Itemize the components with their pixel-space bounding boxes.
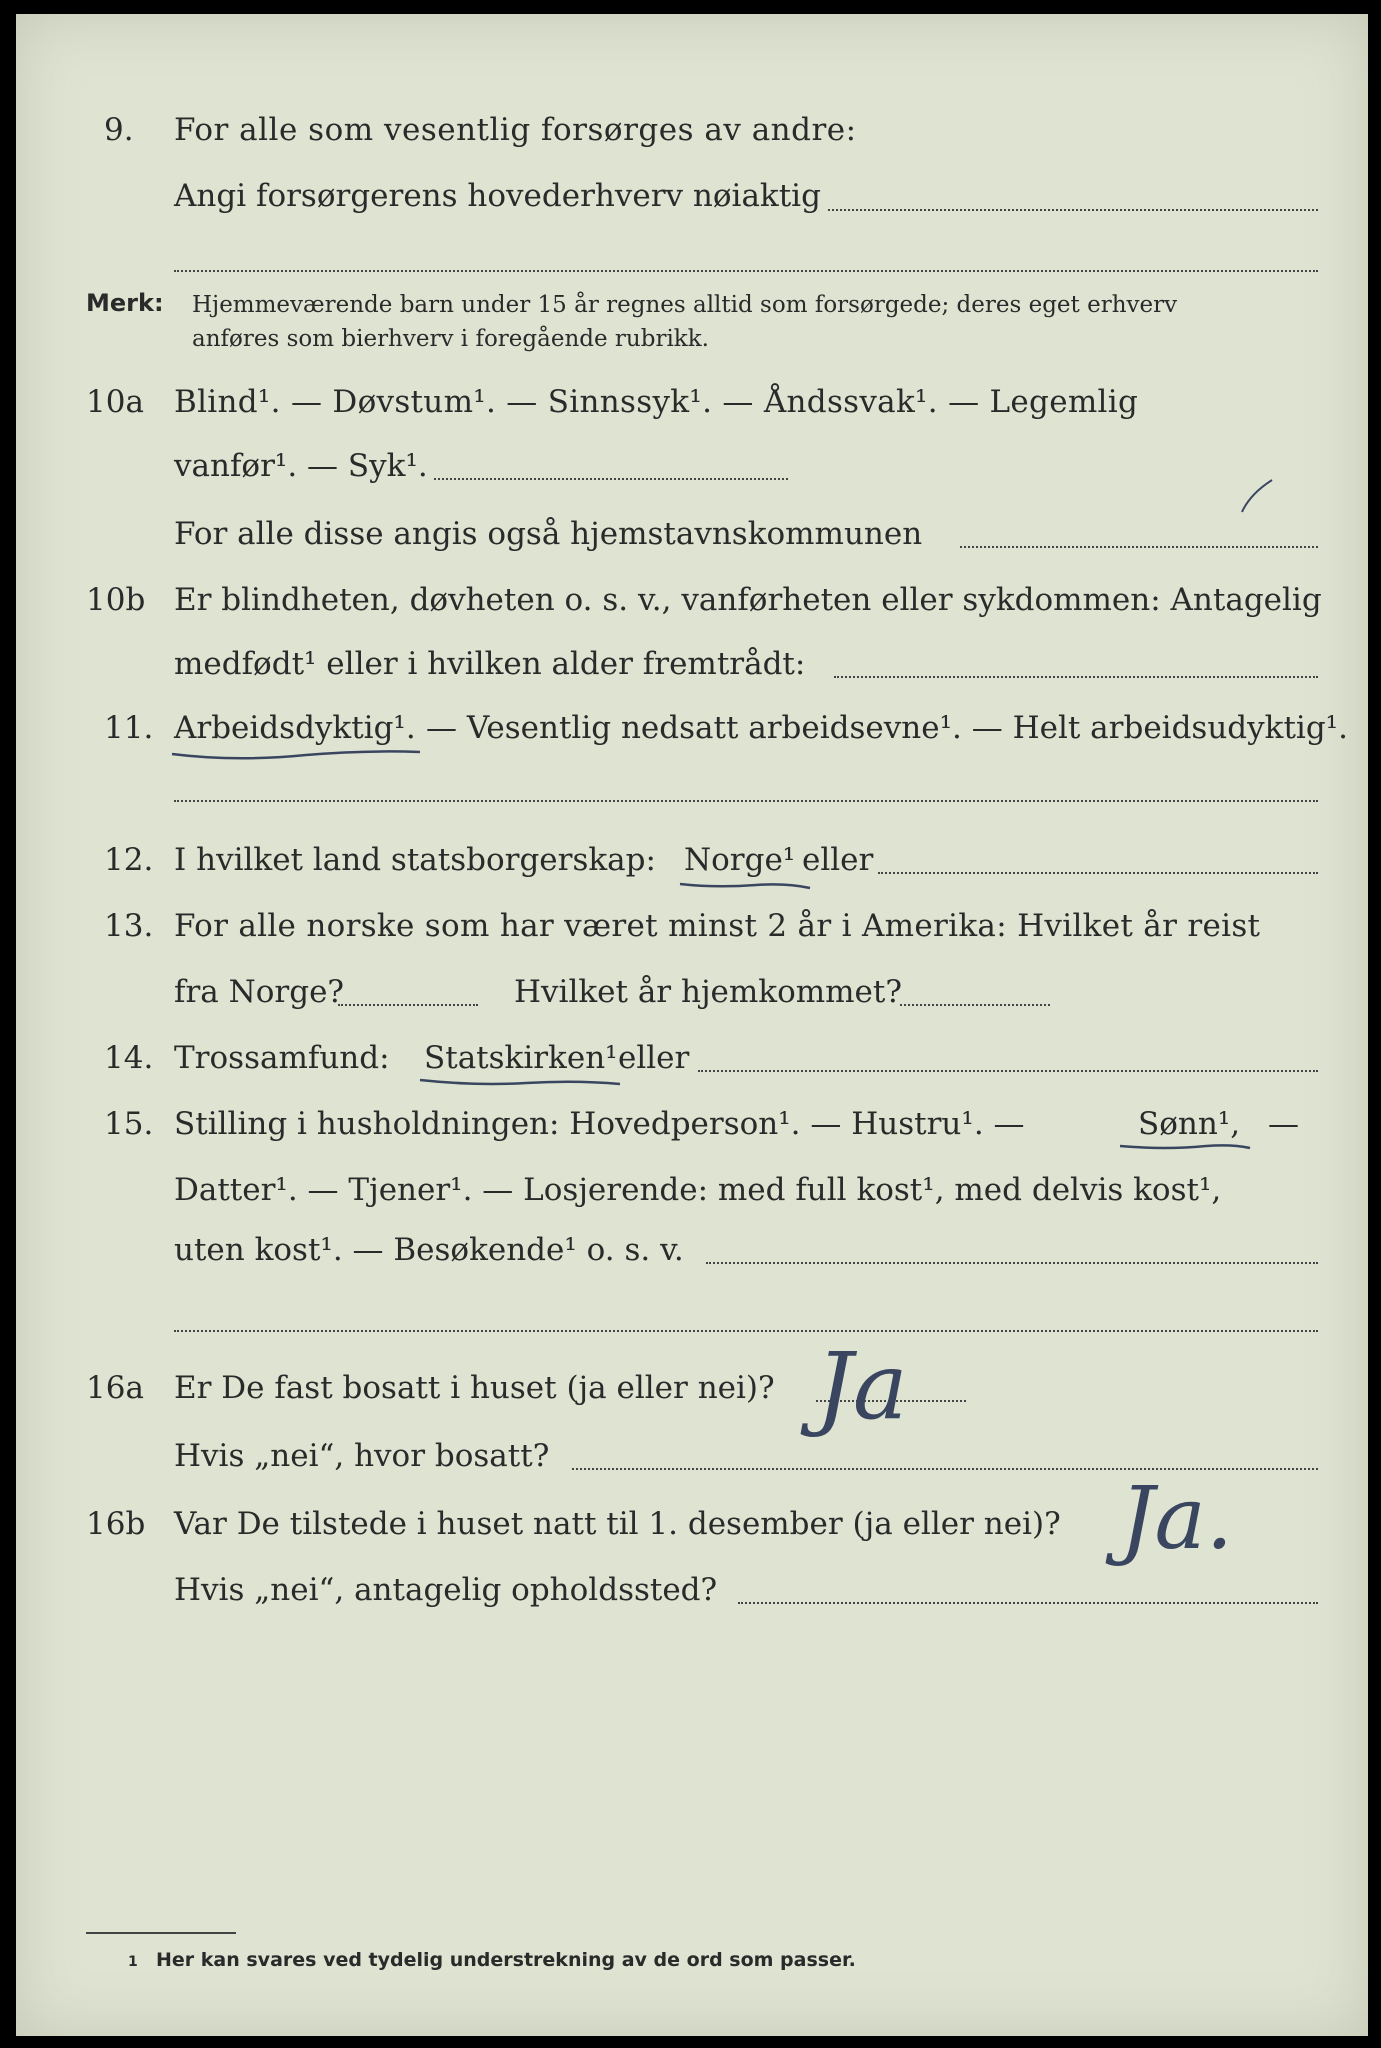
q10b-answer-line xyxy=(834,676,1318,678)
q14-number: 14. xyxy=(104,1040,154,1076)
q15-line-2: Datter¹. — Tjener¹. — Losjerende: med full kost¹, med delvis kost¹, xyxy=(174,1172,1222,1208)
q12-question: I hvilket land statsborgerskap: xyxy=(174,842,656,878)
svg-text:Ja.: Ja. xyxy=(1120,1469,1234,1569)
q10a-hjemstavn-answer-line xyxy=(960,546,1318,548)
q16a-line-2: Hvis „nei“, hvor bosatt? xyxy=(174,1438,550,1474)
q9-line-2: Angi forsørgerens hovederhverv nøiaktig xyxy=(174,178,821,214)
q16b-line-2: Hvis „nei“, antagelig opholdssted? xyxy=(174,1572,718,1608)
q15-dash: — xyxy=(1268,1106,1299,1142)
q10a-number: 10a xyxy=(86,384,144,420)
q13-number: 13. xyxy=(104,908,154,944)
footnote-rule xyxy=(86,1932,236,1934)
merk-line-2: anføres som bierhverv i foregående rubrikk. xyxy=(192,326,709,352)
q9-answer-line-2 xyxy=(174,270,1318,272)
q15-line-3: uten kost¹. — Besøkende¹ o. s. v. xyxy=(174,1232,684,1268)
q12-answer-line xyxy=(878,872,1318,874)
q10b-line-2: medfødt¹ eller i hvilken alder fremtrådt: xyxy=(174,646,806,682)
q11-answer-line xyxy=(174,800,1318,802)
q15-number: 15. xyxy=(104,1106,154,1142)
check-mark-stroke xyxy=(1236,468,1286,518)
q16a-number: 16a xyxy=(86,1370,144,1406)
q10a-syk-answer-line xyxy=(434,478,788,480)
q12-number: 12. xyxy=(104,842,154,878)
q13-line-1: For alle norske som har været minst 2 år i Amerika: Hvilket år reist xyxy=(174,908,1261,944)
q9-line-1: For alle som vesentlig forsørges av andre: xyxy=(174,112,857,148)
q10a-line-3: For alle disse angis også hjemstavnskommunen xyxy=(174,516,923,552)
footnote-mark: 1 xyxy=(128,1954,138,1970)
q14-option-statskirken: Statskirken¹ xyxy=(424,1040,618,1076)
q11-number: 11. xyxy=(104,710,154,746)
q15-answer-line xyxy=(706,1262,1318,1264)
q9-answer-line xyxy=(828,209,1318,211)
q14-answer-line xyxy=(698,1070,1318,1072)
footnote-text: Her kan svares ved tydelig understrekning av de ord som passer. xyxy=(156,1949,856,1971)
merk-label: Merk: xyxy=(86,289,164,317)
q10a-line-2: vanfør¹. — Syk¹. xyxy=(174,448,428,484)
q16a-line-1: Er De fast bosatt i huset (ja eller nei)? xyxy=(174,1370,775,1406)
q9-number: 9. xyxy=(104,112,134,148)
census-form-page xyxy=(16,14,1368,2036)
q15-line-1: Stilling i husholdningen: Hovedperson¹. — Hustru¹. — xyxy=(174,1106,1025,1142)
q12-eller: eller xyxy=(802,842,874,878)
underline-arbeidsdyktig xyxy=(166,742,426,766)
q13-hjemkommet-label: Hvilket år hjemkommet? xyxy=(514,974,902,1010)
q16b-number: 16b xyxy=(86,1506,146,1542)
q14-question: Trossamfund: xyxy=(174,1040,390,1076)
svg-text:Ja: Ja xyxy=(816,1333,908,1440)
q11-option-arbeidsdyktig: Arbeidsdyktig¹. xyxy=(174,710,416,746)
merk-line-1: Hjemmeværende barn under 15 år regnes alltid som forsørgede; deres eget erhverv xyxy=(192,292,1178,318)
q10b-number: 10b xyxy=(86,582,146,618)
underline-statskirken xyxy=(416,1072,626,1094)
q13-hjemkommet-answer-line xyxy=(900,1004,1050,1006)
q12-option-norge: Norge¹ xyxy=(684,842,796,878)
q16b-handwritten-answer xyxy=(1106,1469,1316,1634)
q14-eller: eller xyxy=(618,1040,690,1076)
q15-option-sonn: Sønn¹, xyxy=(1138,1106,1241,1142)
underline-sonn xyxy=(1116,1136,1256,1158)
q16a-handwritten-answer xyxy=(796,1333,976,1508)
q10b-line-1: Er blindheten, døvheten o. s. v., vanførheten eller sykdommen: Antagelig xyxy=(174,582,1322,618)
q10a-line-1: Blind¹. — Døvstum¹. — Sinnssyk¹. — Åndssvak¹. — Legemlig xyxy=(174,384,1139,420)
q13-reist-label: fra Norge? xyxy=(174,974,345,1010)
underline-norge xyxy=(676,874,816,896)
q15-answer-line-2 xyxy=(174,1330,1318,1332)
q16b-line-1: Var De tilstede i huset natt til 1. desember (ja eller nei)? xyxy=(174,1506,1061,1542)
q11-other-options: — Vesentlig nedsatt arbeidsevne¹. — Helt arbeidsudyktig¹. xyxy=(426,710,1348,746)
q13-reist-answer-line xyxy=(338,1004,478,1006)
